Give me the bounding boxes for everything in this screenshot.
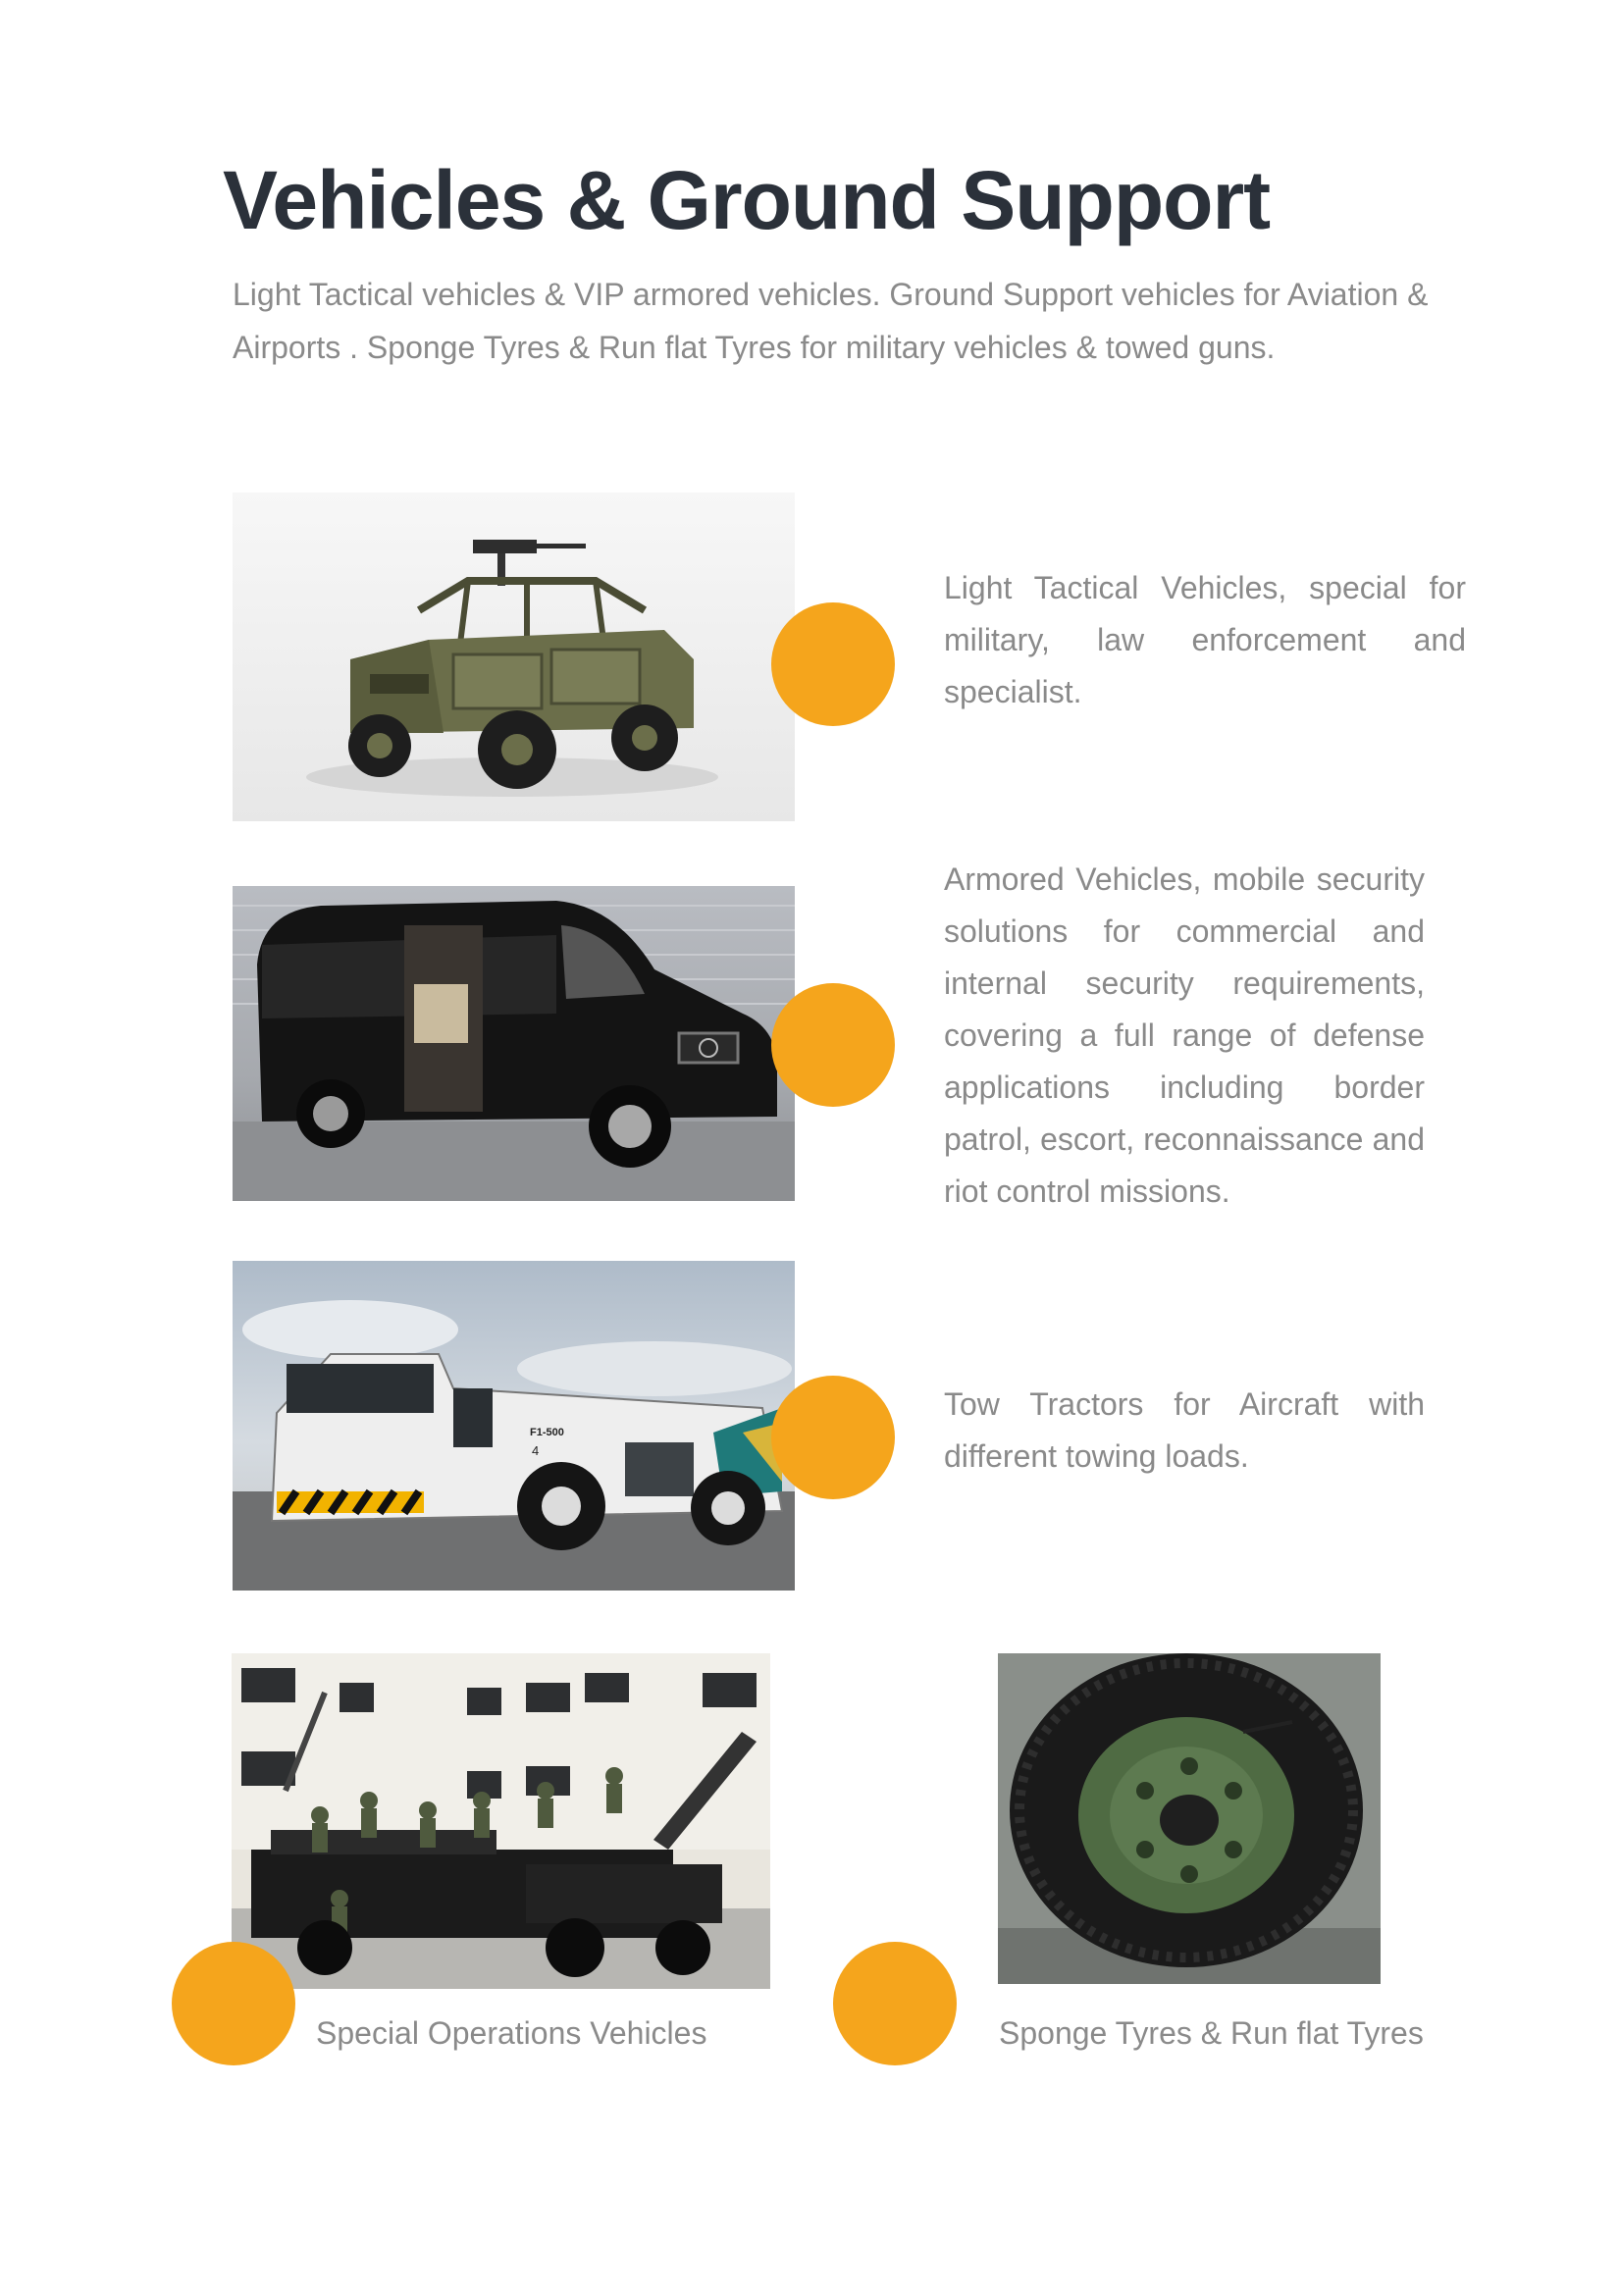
section-1-accent-dot bbox=[771, 602, 895, 726]
tractor-number-label: 4 bbox=[532, 1443, 540, 1458]
light-tactical-vehicle-photo bbox=[233, 493, 795, 821]
section-3-accent-dot bbox=[771, 1376, 895, 1499]
special-ops-accent-dot bbox=[172, 1942, 295, 2065]
aircraft-tow-tractor-photo bbox=[233, 1261, 795, 1591]
sponge-tyre-photo bbox=[998, 1653, 1381, 1984]
special-operations-vehicle-photo bbox=[232, 1653, 770, 1989]
page-title: Vehicles & Ground Support bbox=[223, 154, 1271, 246]
section-2-accent-dot bbox=[771, 983, 895, 1107]
tow-tractors-description: Tow Tractors for Aircraft with different towing loads. bbox=[944, 1386, 1425, 1474]
armored-vehicles-description: Armored Vehicles, mobile security solutions for commercial and internal security requirements, covering a full range of defense applications including border patrol, escort, reconnaissance and riot control missions. bbox=[944, 861, 1425, 1209]
tractor-model-label: F1-500 bbox=[530, 1427, 564, 1438]
page-subtitle: Light Tactical vehicles & VIP armored vehicles. Ground Support vehicles for Aviation & Airports . Sponge Tyres & Run flat Tyres for military vehicles & towed guns. bbox=[233, 277, 1429, 365]
light-tactical-description: Light Tactical Vehicles, special for military, law enforcement and specialist. bbox=[944, 570, 1466, 709]
armored-van-photo bbox=[233, 886, 795, 1201]
sponge-tyres-accent-dot bbox=[833, 1942, 957, 2065]
special-ops-caption: Special Operations Vehicles bbox=[316, 2015, 707, 2051]
sponge-tyres-caption: Sponge Tyres & Run flat Tyres bbox=[999, 2015, 1424, 2051]
